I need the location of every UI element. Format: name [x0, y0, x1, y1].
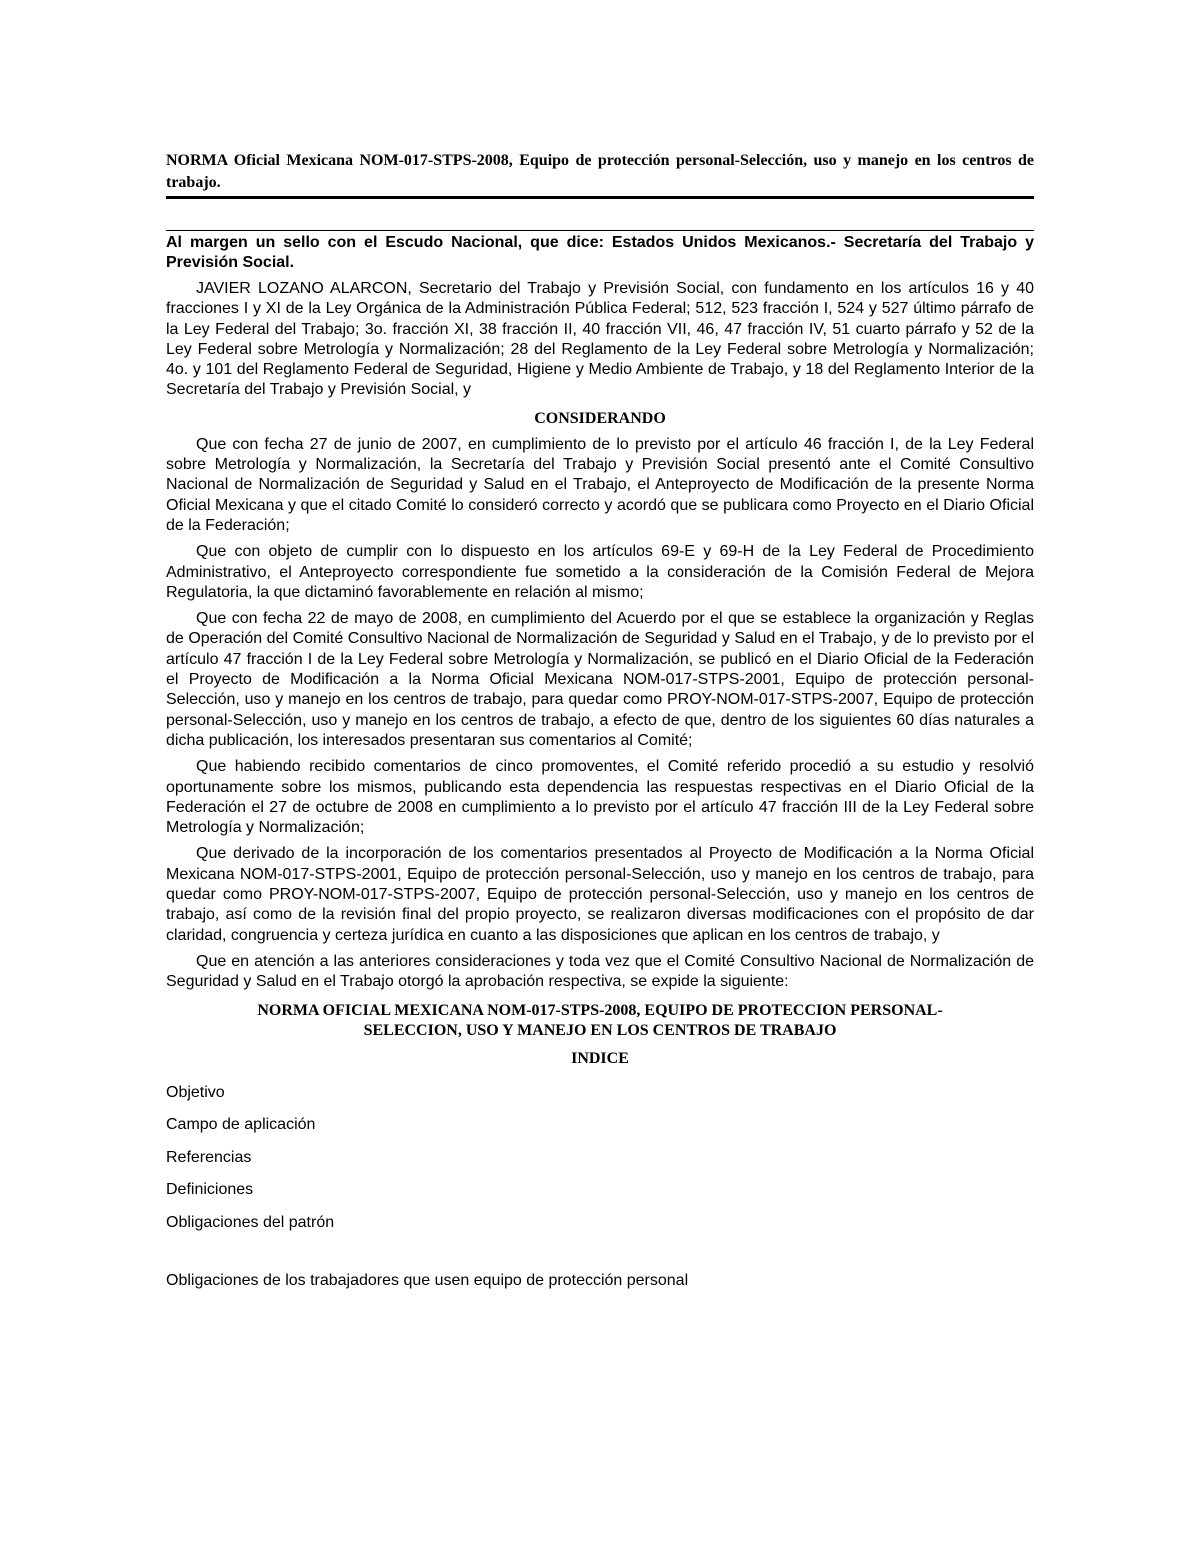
- considerando-paragraph-5: Que derivado de la incorporación de los comentarios presentados al Proyecto de Modificación a la Norma Oficial Mexicana NOM-017-STPS-2001, Equipo de protección personal-Selección, uso y manejo en los centros de trabajo, para quedar como PROY-NOM-017-STPS-2007, Equipo de protección personal-Selección, uso y manejo en los centros de trabajo, así como de la revisión final del propio proyecto, se realizaron diversas modificaciones con el propósito de dar claridad, congruencia y certeza jurídica en cuanto a las disposiciones que aplican en los centros de trabajo, y: [166, 845, 1034, 944]
- index-heading: INDICE: [571, 1049, 629, 1067]
- considerando-paragraph-2: Que con objeto de cumplir con lo dispuesto en los artículos 69-E y 69-H de la Ley Federal de Procedimiento Administrativo, el Anteproyecto correspondiente fue sometido a la consideración de la Comisión Federal de Mejora Regulatoria, la que dictaminó favorablemente en relación al mismo;: [166, 543, 1034, 601]
- index-item-definiciones: Definiciones: [166, 1181, 254, 1198]
- index-item-campo-aplicacion: Campo de aplicación: [166, 1116, 316, 1133]
- index-item-obligaciones-patron: Obligaciones del patrón: [166, 1213, 335, 1231]
- considerando-paragraph-6: Que en atención a las anteriores consideraciones y toda vez que el Comité Consultivo Nacional de Normalización de Seguridad y Salud en el Trabajo otorgó la aprobación respectiva, se expide la siguiente:: [166, 952, 1034, 991]
- norma-heading-line-2: SELECCION, USO Y MANEJO EN LOS CENTROS DE TRABAJO: [363, 1021, 837, 1039]
- considerando-heading: CONSIDERANDO: [534, 409, 666, 427]
- document-page: [166, 150, 1034, 1303]
- separator-rule: [166, 230, 1034, 231]
- considerando-paragraph-1: Que con fecha 27 de junio de 2007, en cumplimiento de lo previsto por el artículo 46 fracción I, de la Ley Federal sobre Metrología y Normalización, la Secretaría del Trabajo y Previsión Social presentó ante el Comité Consultivo Nacional de Normalización de Seguridad y Salud en el Trabajo, el Anteproyecto de Modificación de la presente Norma Oficial Mexicana y que el citado Comité lo consideró correcto y acordó que se publicara como Proyecto en el Diario Oficial de la Federación;: [166, 435, 1034, 534]
- index-item-obligaciones-trabajadores: Obligaciones de los trabajadores que usen equipo de protección personal: [166, 1271, 689, 1289]
- index-item-objetivo: Objetivo: [166, 1083, 225, 1101]
- considerando-paragraph-4: Que habiendo recibido comentarios de cinco promoventes, el Comité referido procedió a su estudio y resolvió oportunamente sobre los mismos, publicando esta dependencia las respuestas respectivas en el Diario Oficial de la Federación el 27 de octubre de 2008 en cumplimiento a lo previsto por el artículo 47 fracción III de la Ley Federal sobre Metrología y Normalización;: [166, 758, 1034, 837]
- index-item-referencias: Referencias: [166, 1148, 252, 1166]
- considerando-paragraph-3: Que con fecha 22 de mayo de 2008, en cumplimiento del Acuerdo por el que se establece la organización y Reglas de Operación del Comité Consultivo Nacional de Normalización de Seguridad y Salud en el Trabajo, y de lo previsto por el artículo 47 fracción I de la Ley Federal sobre Metrología y Normalización, se publicó en el Diario Oficial de la Federación el Proyecto de Modificación a la Norma Oficial Mexicana NOM-017-STPS-2001, Equipo de protección personal- Selección, uso y manejo en los centros de trabajo, para quedar como PROY-NOM-017-STPS-2007, Equipo de protección personal-Selección, uso y manejo en los centros de trabajo, a efecto de que, dentro de los siguientes 60 días naturales a dicha publicación, los interesados presentaran sus comentarios al Comité;: [166, 610, 1034, 749]
- norma-heading: [166, 1001, 1034, 1041]
- norma-heading-line-1: NORMA OFICIAL MEXICANA NOM-017-STPS-2008, EQUIPO DE PROTECCION PERSONAL-: [257, 1001, 943, 1019]
- document-title: NORMA Oficial Mexicana NOM-017-STPS-2008, Equipo de protección personal-Selección, uso y manejo en los centros de trabajo.: [166, 150, 1034, 199]
- index-list: [166, 1083, 1034, 1291]
- intro-paragraph: JAVIER LOZANO ALARCON, Secretario del Trabajo y Previsión Social, con fundamento en los artículos 16 y 40 fracciones I y XI de la Ley Orgánica de la Administración Pública Federal; 512, 523 fracción I, 524 y 527 último párrafo de la Ley Federal del Trabajo; 3o. fracción XI, 38 fracción II, 40 fracción VII, 46, 47 fracción IV, 51 cuarto párrafo y 52 de la Ley Federal sobre Metrología y Normalización; 28 del Reglamento de la Ley Federal sobre Metrología y Normalización; 4o. y 101 del Reglamento Federal de Seguridad, Higiene y Medio Ambiente de Trabajo, y 18 del Reglamento Interior de la Secretaría del Trabajo y Previsión Social, y: [166, 280, 1034, 399]
- preamble-seal-text: Al margen un sello con el Escudo Nacional, que dice: Estados Unidos Mexicanos.- Secretaría del Trabajo y Previsión Social.: [166, 234, 1034, 271]
